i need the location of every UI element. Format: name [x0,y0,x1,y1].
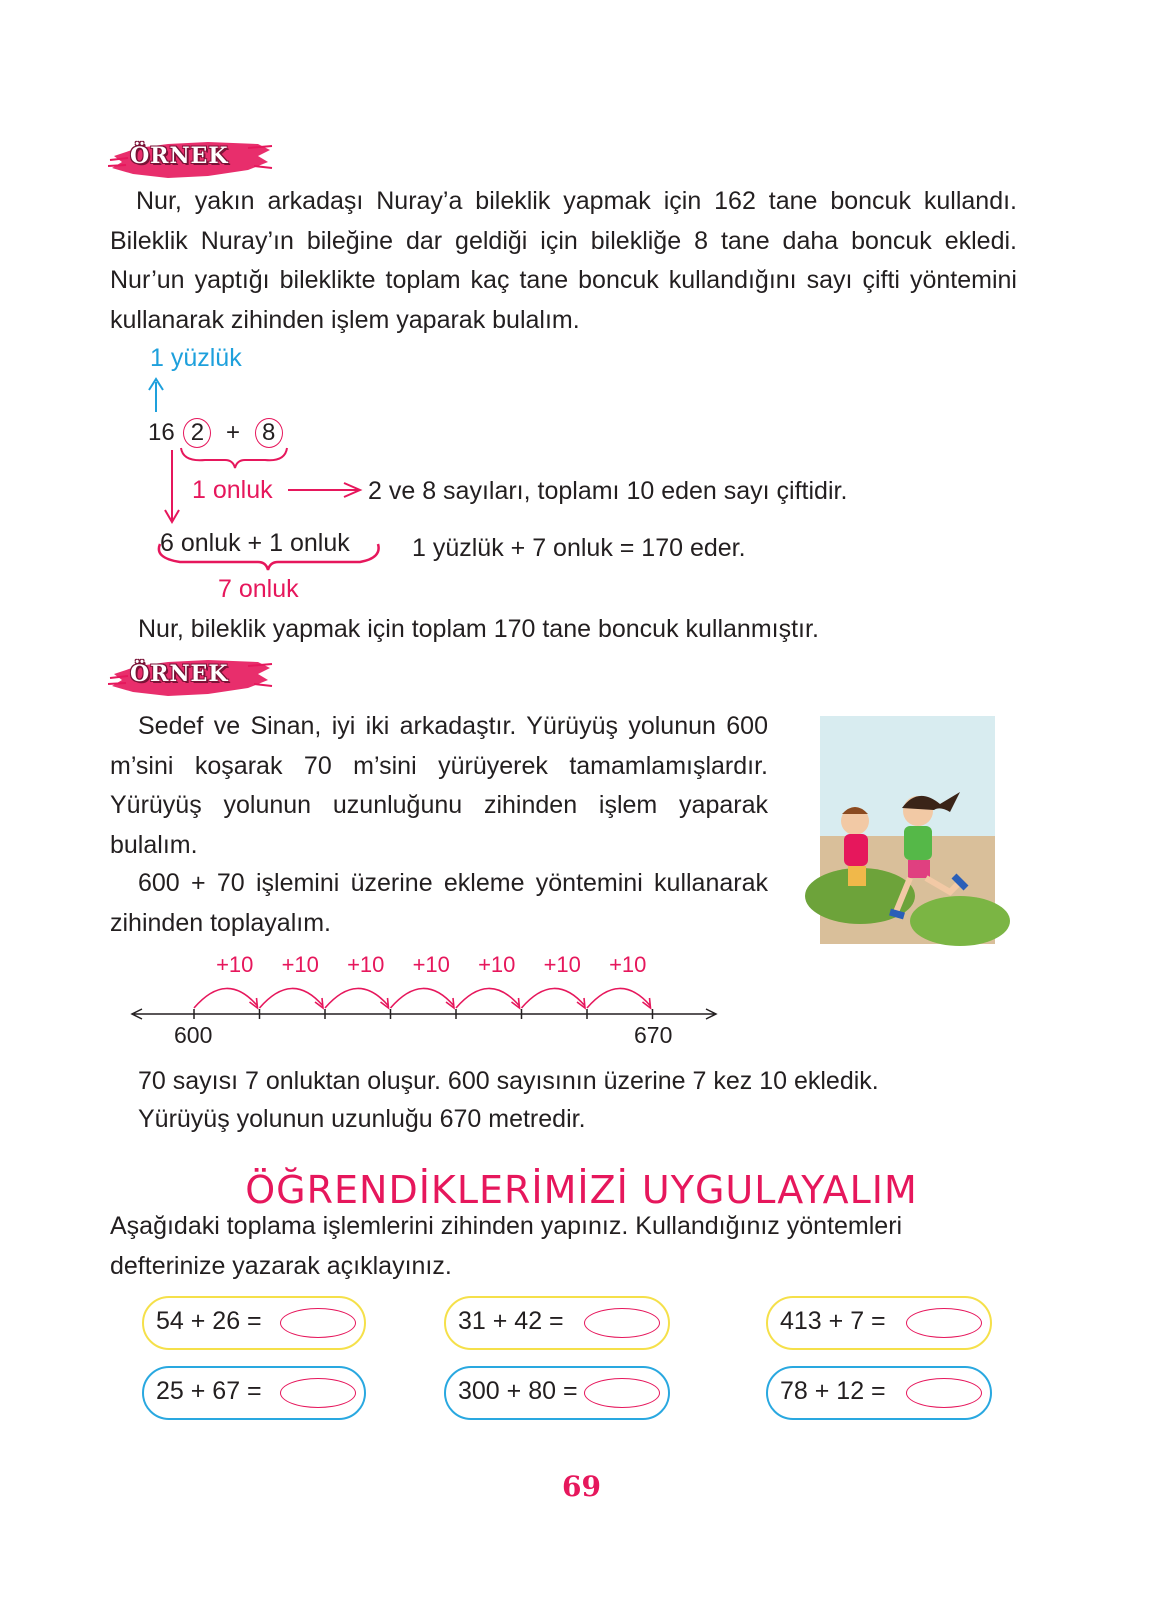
answer-oval[interactable] [280,1308,356,1338]
jump-label: +10 [609,952,647,977]
example2-conclusion1: 70 sayısı 7 onluktan oluşur. 600 sayısının üzerine 7 kez 10 ekledik. [138,1067,879,1095]
exercise-item [444,1366,670,1420]
exercise-item [766,1296,992,1350]
running-children-illustration [800,716,1015,950]
expr-digit-a: 2 [183,418,211,448]
jump-label: +10 [281,952,319,977]
up-arrow-icon [146,374,166,414]
exercise-item [142,1366,366,1420]
example-badge [108,654,273,700]
practice-heading: ÖĞRENDİKLERİMİZİ UYGULAYALIM [245,1168,918,1212]
jump-arc [391,988,455,1008]
exercise-expression: 300 + 80 = [458,1377,578,1405]
pair-note: 2 ve 8 sayıları, toplamı 10 eden sayı çiftidir. [368,477,848,505]
exercise-expression: 25 + 67 = [156,1377,262,1405]
practice-instruction: Aşağıdaki toplama işlemlerini zihinden yapınız. Kullandığınız yöntemleri defterinize yazarak açıklayınız. [110,1212,903,1280]
answer-oval[interactable] [584,1378,660,1408]
jump-arc [587,988,651,1008]
example1-paragraph: Nur, yakın arkadaşı Nuray’a bileklik yapmak için 162 tane boncuk kullandı. Bileklik Nuray’ın bileğine dar geldiği için bilekliğe 8 tane daha boncuk ekledi. Nur’un yaptığı bileklikte toplam kaç tane boncuk kullandığını sayı çifti yöntemini kullanarak zihinden işlem yaparak bulalım. [110,187,1017,334]
answer-oval[interactable] [280,1378,356,1408]
ten-label: 1 onluk [192,476,273,504]
jump-arc [325,988,389,1008]
jump-label: +10 [543,952,581,977]
jump-label: +10 [478,952,516,977]
example-badge [108,136,273,182]
number-line-axis [132,1009,716,1019]
answer-oval[interactable] [906,1378,982,1408]
jump-arc [522,988,586,1008]
expr-prefix: 16 [148,419,175,446]
hundred-label: 1 yüzlük [150,344,242,372]
answer-oval[interactable] [584,1308,660,1338]
jump-arc [194,988,258,1008]
pair-brace [175,444,295,474]
result-equation: 1 yüzlük + 7 onluk = 170 eder. [412,534,746,562]
number-line-end: 670 [634,1022,673,1048]
example2-method: 600 + 70 işlemini üzerine ekleme yöntemini kullanarak zihinden toplayalım. [110,869,768,937]
right-arrow-icon [286,480,366,500]
exercise-item [766,1366,992,1420]
page-number: 69 [562,1470,601,1503]
exercise-item [142,1296,366,1350]
exercise-item [444,1296,670,1350]
example2-paragraph: Sedef ve Sinan, iyi iki arkadaştır. Yürüyüş yolunun 600 m’sini koşarak 70 m’sini yürüyerek tamamlamışlardır. Yürüyüş yolunun uzunluğunu zihinden işlem yaparak bulalım. [110,712,768,859]
expr-plus: + [226,419,241,446]
example2-conclusion2: Yürüyüş yolunun uzunluğu 670 metredir. [138,1105,586,1133]
example-badge-label: ÖRNEK [130,143,229,169]
example1-conclusion: Nur, bileklik yapmak için toplam 170 tane boncuk kullanmıştır. [138,615,819,643]
tens-sum: 6 onluk + 1 onluk [160,529,350,557]
jump-arc [456,988,520,1008]
exercise-expression: 54 + 26 = [156,1307,262,1335]
expr-digit-b: 8 [255,418,283,448]
example-badge-label: ÖRNEK [130,661,229,687]
jump-arc [260,988,324,1008]
jump-label: +10 [347,952,385,977]
exercise-expression: 413 + 7 = [780,1307,886,1335]
jump-label: +10 [412,952,450,977]
seven-tens-label: 7 onluk [218,575,299,603]
answer-oval[interactable] [906,1308,982,1338]
jump-label: +10 [216,952,254,977]
down-arrow-icon [162,448,182,526]
number-line [130,948,730,1058]
tens-brace [150,540,390,574]
number-line-start: 600 [174,1022,213,1048]
exercise-expression: 31 + 42 = [458,1307,564,1335]
exercise-expression: 78 + 12 = [780,1377,886,1405]
